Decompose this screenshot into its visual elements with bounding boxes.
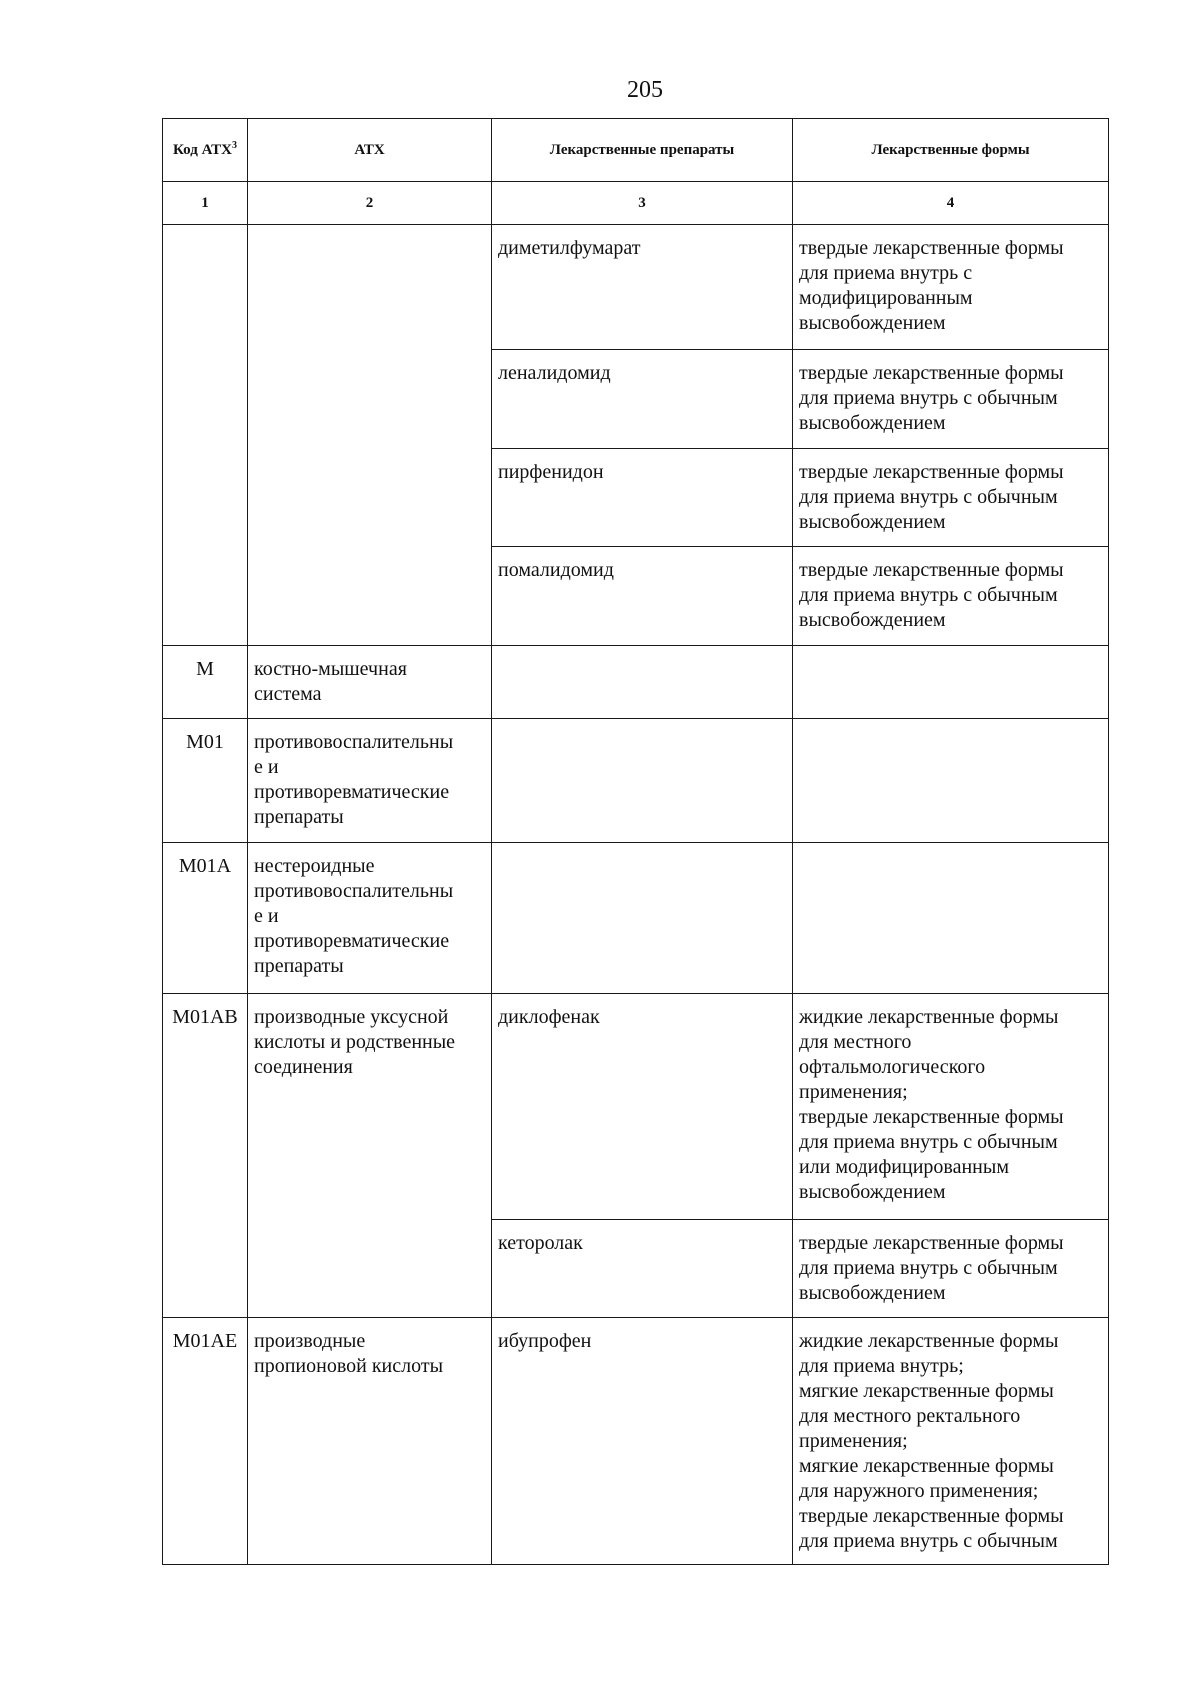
forms-cell: жидкие лекарственные формы для приема внутрь; мягкие лекарственные формы для местного ректального применения; мягкие лекарственные формы для наружного применения; твердые лекарственные формы для приема внутрь с обычным bbox=[793, 1318, 1109, 1565]
atx-cell: противовоспалительны е и противоревматические препараты bbox=[248, 719, 492, 843]
footnote-marker: 3 bbox=[231, 140, 237, 151]
drug-cell-empty bbox=[492, 843, 793, 994]
drug-cell: ибупрофен bbox=[492, 1318, 793, 1565]
drug-cell: леналидомид bbox=[492, 350, 793, 449]
table-row bbox=[163, 646, 1109, 719]
header-code-label: Код АТХ bbox=[173, 142, 232, 158]
drug-cell: кеторолак bbox=[492, 1220, 793, 1318]
forms-cell: твердые лекарственные формы для приема внутрь с обычным высвобождением bbox=[793, 1220, 1109, 1318]
atx-cell: нестероидные противовоспалительны е и противоревматические препараты bbox=[248, 843, 492, 994]
drug-cell: помалидомид bbox=[492, 547, 793, 646]
column-number-row bbox=[163, 182, 1109, 225]
column-number: 4 bbox=[793, 182, 1109, 225]
header-code bbox=[163, 119, 248, 182]
forms-cell: твердые лекарственные формы для приема внутрь с обычным высвобождением bbox=[793, 547, 1109, 646]
table-row bbox=[163, 719, 1109, 843]
code-cell: M01AB bbox=[163, 994, 248, 1318]
table-row bbox=[163, 1318, 1109, 1565]
header-forms: Лекарственные формы bbox=[793, 119, 1109, 182]
column-number: 3 bbox=[492, 182, 793, 225]
column-number: 1 bbox=[163, 182, 248, 225]
drug-cell-empty bbox=[492, 719, 793, 843]
code-cell: M01A bbox=[163, 843, 248, 994]
forms-cell: твердые лекарственные формы для приема внутрь с модифицированным высвобождением bbox=[793, 225, 1109, 350]
table-header-row bbox=[163, 119, 1109, 182]
table-row bbox=[163, 225, 1109, 350]
atx-cell: производные уксусной кислоты и родственные соединения bbox=[248, 994, 492, 1318]
page-number: 205 bbox=[627, 77, 663, 103]
code-cell: M01 bbox=[163, 719, 248, 843]
table-row bbox=[163, 843, 1109, 994]
atx-cell: костно-мышечная система bbox=[248, 646, 492, 719]
forms-cell: твердые лекарственные формы для приема внутрь с обычным высвобождением bbox=[793, 449, 1109, 547]
column-number: 2 bbox=[248, 182, 492, 225]
forms-cell-empty bbox=[793, 646, 1109, 719]
atx-cell: производные пропионовой кислоты bbox=[248, 1318, 492, 1565]
code-cell-empty bbox=[163, 225, 248, 646]
header-atx: АТХ bbox=[248, 119, 492, 182]
drug-cell: диметилфумарат bbox=[492, 225, 793, 350]
code-cell: M bbox=[163, 646, 248, 719]
code-cell: M01AE bbox=[163, 1318, 248, 1565]
header-drugs: Лекарственные препараты bbox=[492, 119, 793, 182]
drug-cell: пирфенидон bbox=[492, 449, 793, 547]
forms-cell: жидкие лекарственные формы для местного офтальмологического применения; твердые лекарственные формы для приема внутрь с обычным или модифицированным высвобождением bbox=[793, 994, 1109, 1220]
forms-cell-empty bbox=[793, 843, 1109, 994]
forms-cell-empty bbox=[793, 719, 1109, 843]
drug-table bbox=[162, 118, 1109, 1565]
table-row bbox=[163, 994, 1109, 1220]
drug-cell: диклофенак bbox=[492, 994, 793, 1220]
atx-cell-empty bbox=[248, 225, 492, 646]
forms-cell: твердые лекарственные формы для приема внутрь с обычным высвобождением bbox=[793, 350, 1109, 449]
drug-cell-empty bbox=[492, 646, 793, 719]
